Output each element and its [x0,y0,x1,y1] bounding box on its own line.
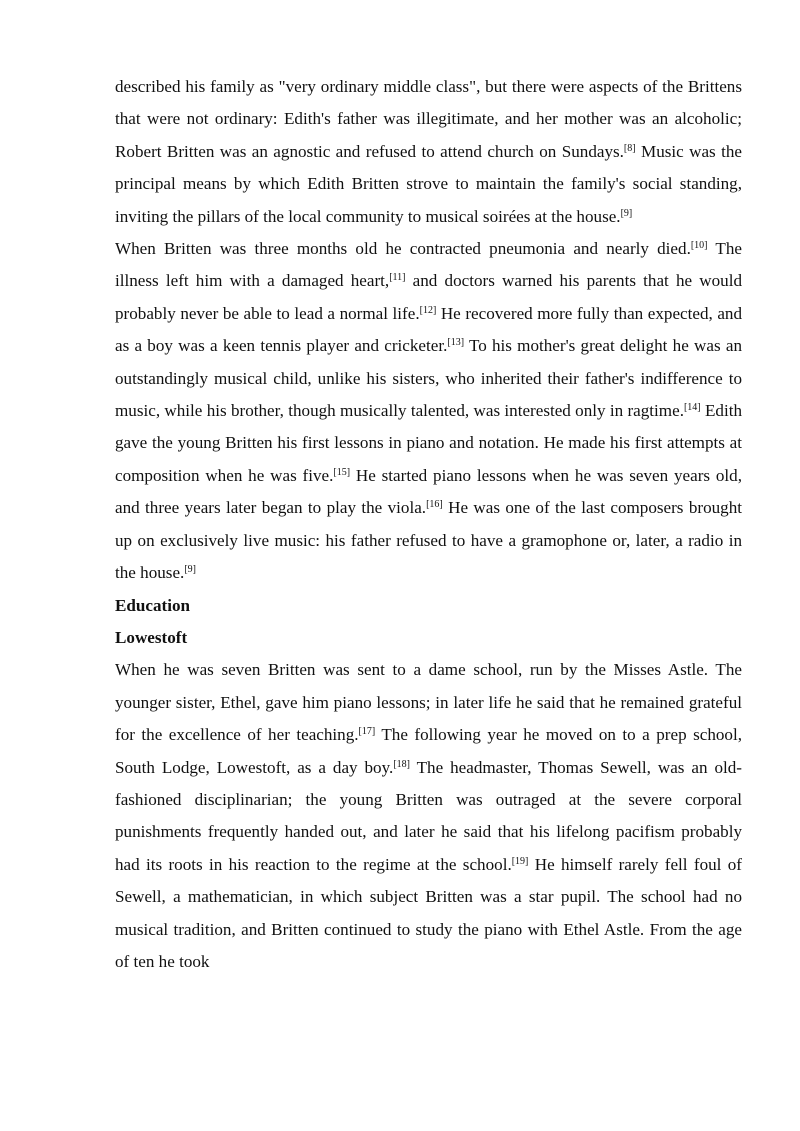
citation-link[interactable]: [13] [447,337,465,349]
text-segment: The following year he moved on to a prep school, South Lodge, Lowestoft, as a day boy. [115,725,742,777]
text-segment: He himself rarely fell foul of Sewell, a mathematician, in which subject Britten was a star pupil. The school had no musical tradition, and Britten continued to study the piano with Ethel Astle. From the age of ten he took [115,854,742,971]
text-segment: He was one of the last composers brought up on exclusively live music: his father refused to have a gramophone or, later, a radio in the house. [115,498,743,583]
text-segment: The headmaster, Thomas Sewell, was an old-fashioned disciplinarian; the young Britten was outraged at the severe corporal punishments frequently handed out, and later he said that his lifelong pacifism probably had its roots in his reaction to the regime at the school. [115,757,742,874]
text-segment: He recovered more fully than expected, and as a boy was a keen tennis player and cricketer. [115,303,743,356]
citation-link[interactable]: [15] [333,466,351,478]
text-segment: When he was seven Britten was sent to a dame school, run by the Misses Astle. The younger sister, Ethel, gave him piano lessons; in later life he said that he remained grateful for the excellence of her teaching. [115,660,742,745]
paragraph-family [115,71,742,233]
citation-link[interactable]: [12] [419,304,437,316]
citation-link[interactable]: [8] [623,142,636,154]
text-segment: When Britten was three months old he contracted pneumonia and nearly died. [115,239,691,259]
text-segment: and doctors warned his parents that he would probably never be able to lead a normal life. [115,271,742,323]
citation-link[interactable]: [9] [620,207,633,219]
heading-education: Education [115,595,191,615]
paragraph-lowestoft [115,654,742,978]
citation-link[interactable]: [11] [389,272,406,284]
citation-link[interactable]: [16] [426,499,443,511]
paragraph-childhood [115,233,742,589]
text-segment: described his family as "very ordinary middle class", but there were aspects of the Brittens that were not ordinary: Edith's father was illegitimate, and her mother was an alcoholic; Robert Britten was an agnostic and refused to attend church on Sundays. [115,77,742,161]
text-segment: The illness left him with a damaged heart, [115,239,742,291]
text-segment: Music was the principal means by which Edith Britten strove to maintain the family's social standing, inviting the pillars of the local community to musical soirées at the house. [115,141,742,226]
text-segment: To his mother's great delight he was an outstandingly musical child, unlike his sisters, who inherited their father's indifference to music, while his brother, though musically talented, was interested only in ragtime. [115,336,742,421]
text-segment: Edith gave the young Britten his first lessons in piano and notation. He made his first attempts at composition when he was five. [115,401,742,485]
citation-link[interactable]: [14] [683,402,701,414]
document-body [115,71,742,978]
citation-link[interactable]: [9] [184,564,196,576]
citation-link[interactable]: [17] [358,726,376,738]
citation-link[interactable]: [10] [690,240,708,252]
citation-link[interactable]: [19] [511,855,529,867]
text-segment: He started piano lessons when he was seven years old, and three years later began to play the viola. [115,465,742,518]
citation-link[interactable]: [18] [393,758,410,770]
heading-lowestoft: Lowestoft [115,627,188,647]
